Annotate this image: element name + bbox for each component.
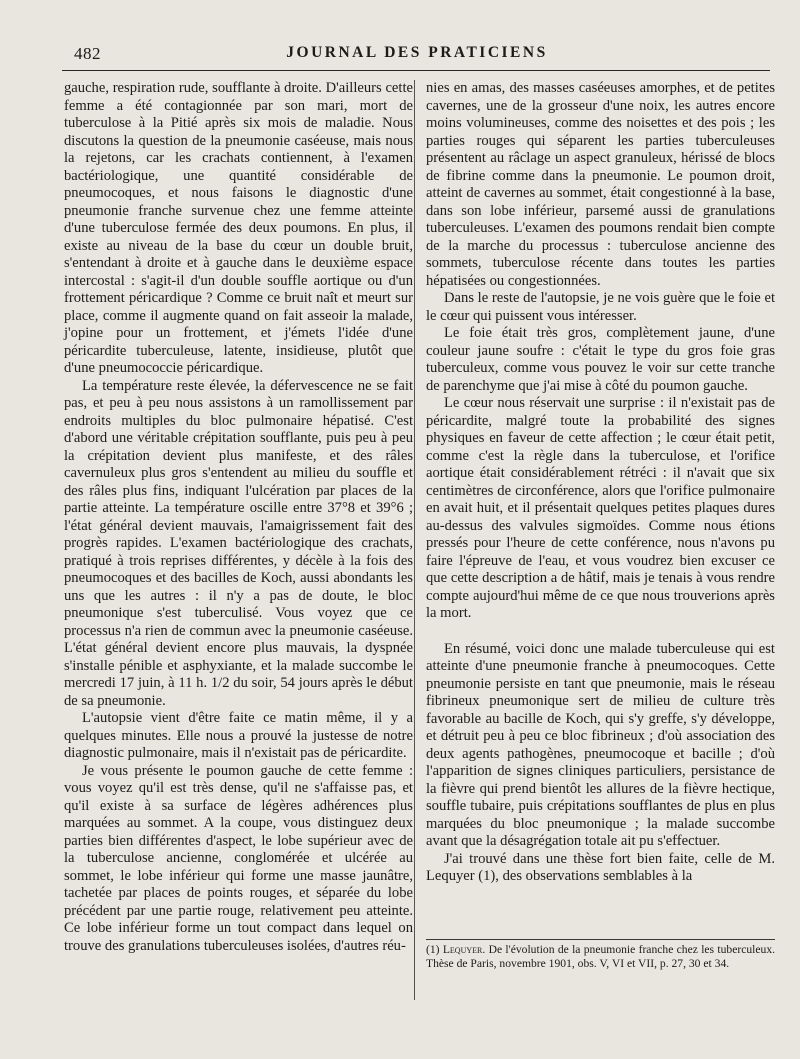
paragraph: En résumé, voici donc une malade tuberculeuse qui est atteinte d'une pneumonie franche à pneumocoques. Cette pneumonie persiste en tant que pneumonie, mais le réseau fibrineux pneumonique sert de milieu de culture très favorable au bacille de Koch, qui s'y greffe, s'y développe, et détruit peu à peu ce bloc fibrineux ; d'où association des deux agents pathogènes, pneumocoque et bacille ; d'où l'apparition de signes cliniques particuliers, persistance de la fièvre qui prend bientôt les allures de la fièvre hectique, souffle tubaire, puis crépitations soufflantes de plus en plus marquées du bloc pneumonique ; la malade succombe avant que la désagrégation totale ait pu s'effectuer. xyxy=(426,640,775,849)
footnote-thesis-title: Thèse de Paris xyxy=(426,957,494,970)
header-rule xyxy=(62,70,770,71)
paragraph: Le foie était très gros, complètement jaune, d'une couleur jaune soufre : c'était le type du gros foie gras tuberculeux, comme vous pouvez le voir sur cette tranche de parenchyme que j'ai mise à côté du poumon gauche. xyxy=(426,325,775,394)
paragraph: Je vous présente le poumon gauche de cette femme : vous voyez qu'il est très dense, qu'il ne s'affaisse pas, et qu'il existe à sa surface de légères adhérences plus marquées au sommet. A la coupe, vous distinguez deux parties bien différentes d'aspect, le lobe supérieur avec de la tuberculose ancienne, conglomérée et ulcérée au sommet, le lobe inférieur qui forme une masse jaunâtre, tachetée par places de points rouges, et séparée du lobe précédent par une partie rouge, relativement peu atteinte. Ce lobe inférieur forme un tout compact dans lequel on trouve des granulations tuberculeuses isolées, d'autres réu- xyxy=(64,762,413,954)
paragraph: L'autopsie vient d'être faite ce matin même, il y a quelques minutes. Elle nous a prouvé la justesse de notre diagnostic pulmonaire, mais il n'existait pas de péricardite. xyxy=(64,710,413,761)
footnote-citation: , novembre 1901, obs. V, VI et VII, p. 27, 30 et 34. xyxy=(493,957,730,970)
paragraph: Dans le reste de l'autopsie, je ne vois guère que le foie et le cœur qui puissent vous intéresser. xyxy=(426,290,775,324)
paragraph: Le cœur nous réservait une surprise : il n'existait pas de péricardite, malgré toute la probabilité des signes physiques en faveur de cette affection ; le cœur était petit, comme c'est la règle dans la tuberculose, et l'orifice aortique était considérablement rétréci : il n'avait que six centimètres de circonférence, alors que l'orifice pulmonaire en avait huit, et il présentait quelques petites plaques dures au-dessus des valvules sigmoïdes. Comme nous étions pressés pour l'heure de cette conférence, nous n'avons pu faire l'épreuve de l'eau, et vous voudrez bien excuser ce que cette description a de hâtif, mais je tenais à vous rendre compte aujourd'hui même de ce que nous trouverions après la mort. xyxy=(426,395,775,621)
footnote xyxy=(426,943,775,971)
paragraph: gauche, respiration rude, soufflante à droite. D'ailleurs cette femme a été contagionnée par son mari, mort de tuberculose à la Pitié après six mois de maladie. Nous discutons la question de la pneumonie caséeuse, mais nous la rejetons, car les crachats contiennent, à l'examen bactériologique, une quantité considérable de pneumocoques, et nous faisons le diagnostic d'une pneumonie franche survenue chez une femme atteinte d'une tuberculose fermée des deux poumons. En plus, il existe au niveau de la base du cœur un double bruit, s'entendant à droite et à gauche dans le deuxième espace intercostal : s'agit-il d'un double souffle aortique ou d'un frottement péricardique ? Comme ce bruit naît et meurt sur place, comme il augmente quand on fait asseoir la malade, j'opine pour un frottement, et j'émets l'idée d'une péricardite tuberculeuse, latente, insidieuse, plutôt que d'une pneumococcie péricardique. xyxy=(64,80,413,376)
paragraph: nies en amas, des masses caséeuses amorphes, et de petites cavernes, une de la grosseur d'une noix, les autres encore moins volumineuses, comme des noisettes et des pois ; les parties rouges qui séparent les parties tuberculeuses présentent au râclage un aspect granuleux, hérissé de blocs de fibrine comme dans la pneumonie. Le poumon droit, atteint de cavernes au sommet, était congestionné à la base, dans son lobe inférieur, parsemé aussi de granulations tuberculeuses. L'examen des poumons rendait bien compte de la marche du processus : tuberculose ancienne des sommets, tuberculose récente dans toutes les parties hépatisées ou congestionnées. xyxy=(426,80,775,289)
footnote-author: Lequyer xyxy=(442,943,483,956)
page-number: 482 xyxy=(74,44,101,63)
left-column xyxy=(64,80,413,955)
footnote-marker: (1) xyxy=(426,943,443,956)
journal-title: JOURNAL DES PRATICIENS xyxy=(286,44,548,61)
running-header xyxy=(64,44,770,66)
paragraph: J'ai trouvé dans une thèse fort bien faite, celle de M. Lequyer (1), des observations semblables à la xyxy=(426,850,775,884)
right-column xyxy=(426,80,775,886)
footnote-text: . De l'évolution de la pneumonie franche chez les tuberculeux. xyxy=(482,943,776,956)
footnote-rule xyxy=(426,939,775,940)
paragraph: La température reste élevée, la défervescence ne se fait pas, et peu à peu nous assistons à un ramollissement par endroits multiples du bloc pulmonaire hépatisé. C'est d'abord une véritable crépitation soufflante, puis peu à peu la crépitation devient plus manifeste, et des râles cavernuleux plus gros s'entendent au milieu du souffle et des râles plus fins, indiquant l'ulcération par places de la partie atteinte. La température oscille entre 37°8 et 39°6 ; l'état général devient mauvais, l'amaigrissement fait des progrès rapides. L'examen bactériologique des crachats, pratiqué à trois reprises différentes, y décèle à la fois des pneumocoques et des bacilles de Koch, aussi abondants les uns que les autres : il n'y a pas de doute, le bloc pneumonique s'est tuberculisé. Vous voyez que ce processus n'a rien de commun avec la pneumonie caséeuse. L'état général devient encore plus mauvais, la dyspnée s'installe pénible et asphyxiante, et la malade succombe le mercredi 17 juin, à 11 h. 1/2 du soir, 54 jours après le début de sa pneumonie. xyxy=(64,377,413,709)
column-divider xyxy=(414,80,415,1000)
